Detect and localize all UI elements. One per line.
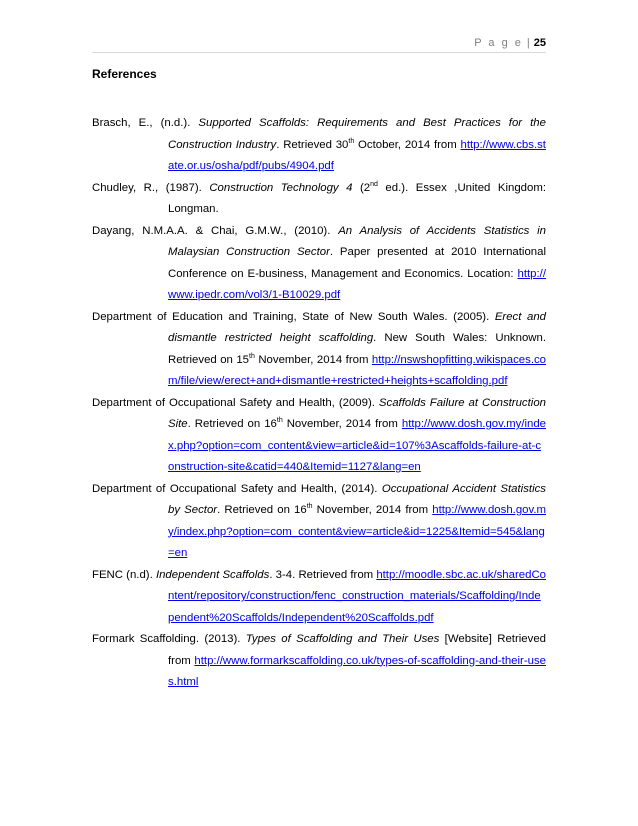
- reference-entry: Chudley, R., (1987). Construction Technology 4 (2nd ed.). Essex ,United Kingdom: Longman.: [92, 180, 547, 215]
- reference-title: Construction Technology 4: [209, 181, 353, 194]
- reference-link[interactable]: http://www.formarkscaffolding.co.uk/types-of-scaffolding-and-their-uses.html: [168, 654, 546, 688]
- page-number: 25: [533, 37, 546, 49]
- header-rule: [92, 52, 546, 53]
- reference-link[interactable]: http://moodle.sbc.ac.uk/sharedContent/repository/construction/fenc_construction_materials/Scaffolding/Independent%20Scaffolds/Independent%20Scaffolds.pdf: [168, 568, 546, 624]
- reference-title: Scaffolds Failure at Construction Site: [168, 396, 546, 430]
- reference-title: An Analysis of Accidents Statistics in Malaysian Construction Sector: [168, 224, 546, 258]
- reference-title: Occupational Accident Statistics by Sector: [168, 482, 546, 516]
- reference-link[interactable]: http://www.dosh.gov.my/index.php?option=com_content&view=article&id=107%3Ascaffolds-failure-at-construction-site&catid=440&Itemid=1127&lang=en: [168, 418, 547, 473]
- reference-link[interactable]: http://www.cbs.state.or.us/osha/pdf/pubs/4904.pdf: [168, 138, 546, 172]
- page-header: [474, 37, 546, 49]
- reference-entry: Formark Scaffolding. (2013). Types of Scaffolding and Their Uses [Website] Retrieved from http://www.formarkscaffolding.co.uk/types-of-scaffolding-and-their-uses.html: [92, 633, 546, 688]
- reference-title: Erect and dismantle restricted height scaffolding: [168, 310, 546, 344]
- reference-title: Independent Scaffolds: [155, 568, 270, 581]
- reference-title: Supported Scaffolds: Requirements and Best Practices for the Construction Industry: [168, 117, 546, 151]
- reference-entry: FENC (n.d). Independent Scaffolds. 3-4. Retrieved from http://moodle.sbc.ac.uk/sharedContent/repository/construction/fenc_construction_materials/Scaffolding/Independent%20Scaffolds/Independent%20Scaffolds.pdf: [92, 568, 546, 624]
- reference-entry: Department of Education and Training, State of New South Wales. (2005). Erect and dismantle restricted height scaffolding. New South Wales: Unknown. Retrieved on 15th November, 2014 from http://nswshopfitting.wikispaces.com/file/view/erect+and+dismantle+restricted+heights+scaffolding.pdf: [92, 310, 547, 387]
- section-title: References: [92, 67, 157, 81]
- reference-link[interactable]: http://www.ipedr.com/vol3/1-B10029.pdf: [168, 267, 546, 301]
- page-label: P a g e: [474, 37, 523, 49]
- reference-link[interactable]: http://nswshopfitting.wikispaces.com/file/view/erect+and+dismantle+restricted+heights+scaffolding.pdf: [168, 353, 547, 387]
- page-separator: |: [526, 37, 530, 49]
- reference-entry: Department of Occupational Safety and Health, (2009). Scaffolds Failure at Construction Site. Retrieved on 16th November, 2014 from http://www.dosh.gov.my/index.php?option=com_content&view=article&id=107%3Ascaffolds-failure-at-construction-site&catid=440&Itemid=1127&lang=en: [92, 396, 547, 473]
- reference-link[interactable]: http://www.dosh.gov.my/index.php?option=com_content&view=article&id=1225&Itemid=545&lang=en: [168, 504, 546, 559]
- reference-entry: Brasch, E., (n.d.). Supported Scaffolds: Requirements and Best Practices for the Construction Industry. Retrieved 30th October, 2014 from http://www.cbs.state.or.us/osha/pdf/pubs/4904.pdf: [92, 117, 546, 172]
- reference-list: [92, 113, 546, 694]
- reference-entry: Dayang, N.M.A.A. & Chai, G.M.W., (2010). An Analysis of Accidents Statistics in Malaysian Construction Sector. Paper presented at 2010 International Conference on E-business, Management and Economics. Location: http://www.ipedr.com/vol3/1-B10029.pdf: [92, 224, 546, 301]
- reference-title: Types of Scaffolding and Their Uses: [245, 633, 440, 645]
- reference-entry: Department of Occupational Safety and Health, (2014). Occupational Accident Statistics by Sector. Retrieved on 16th November, 2014 from http://www.dosh.gov.my/index.php?option=com_content&view=article&id=1225&Itemid=545&lang=en: [92, 482, 546, 559]
